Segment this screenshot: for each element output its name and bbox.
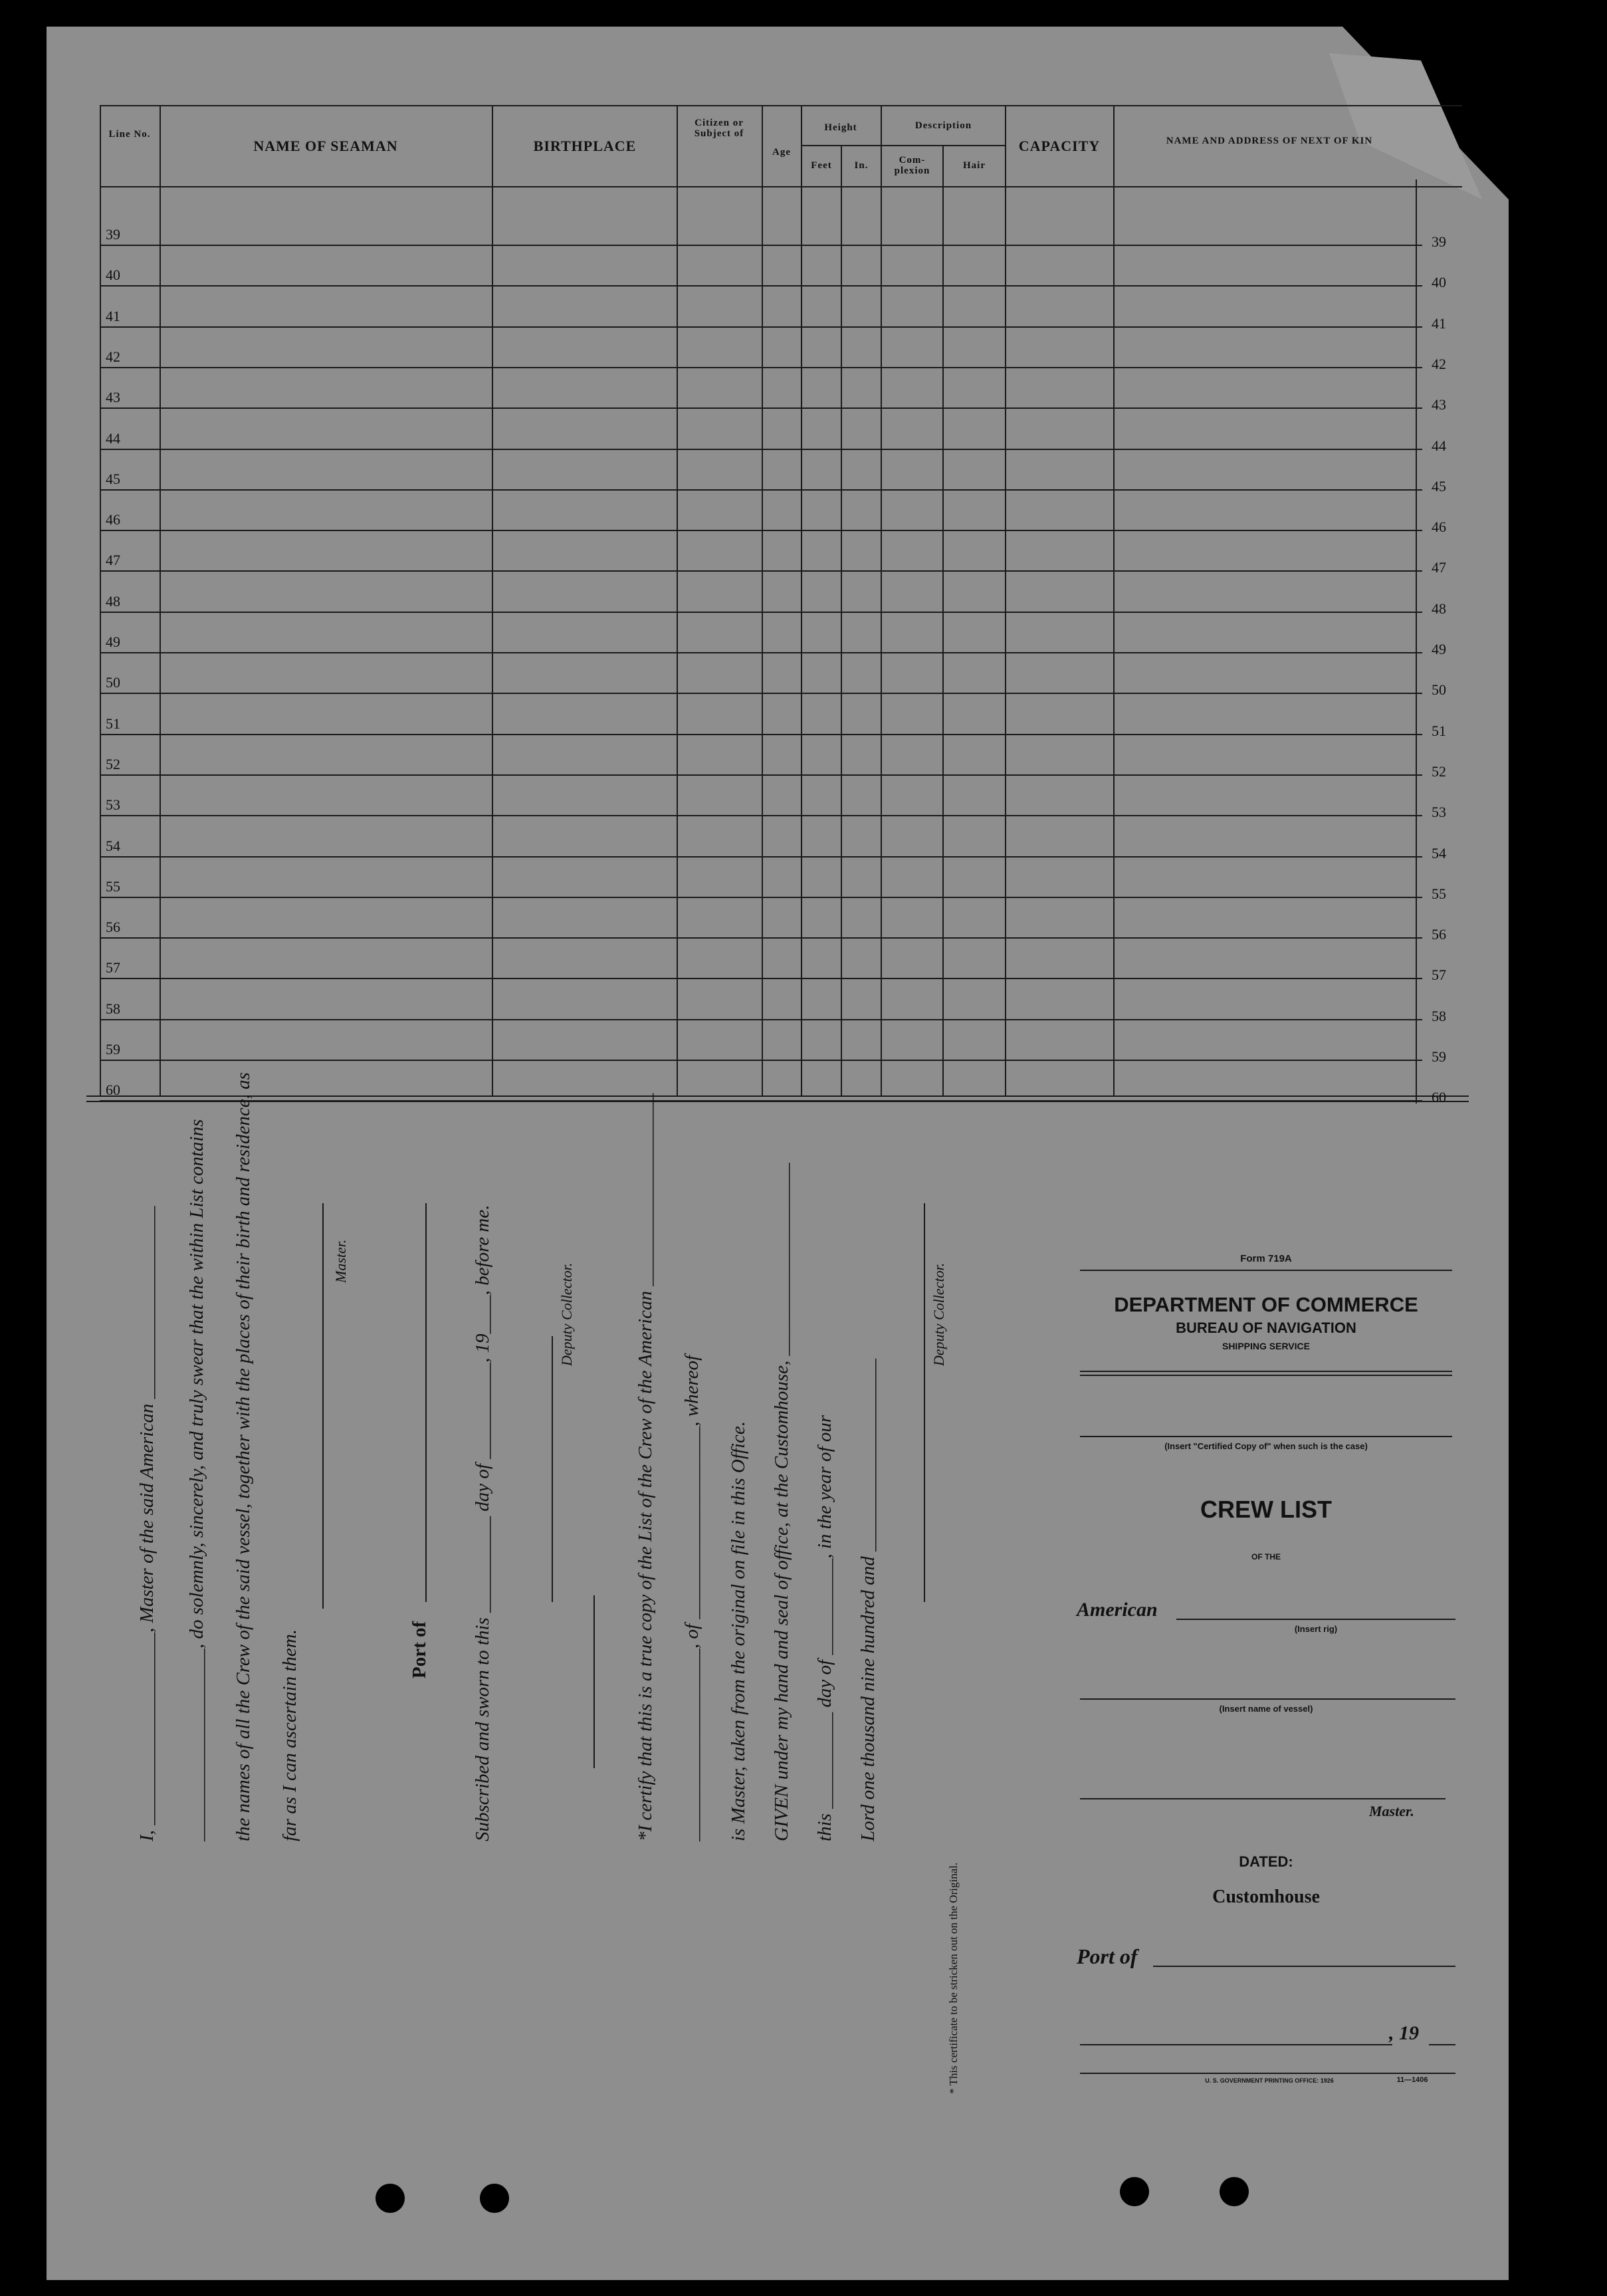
col-line xyxy=(492,105,493,1095)
seal-line xyxy=(593,1595,595,1768)
row-number-left: 59 xyxy=(106,1041,120,1058)
row-number-left: 57 xyxy=(106,959,120,976)
col-line xyxy=(1113,105,1115,1095)
table-row xyxy=(100,734,1422,735)
row-number-left: 48 xyxy=(106,593,120,610)
table-row xyxy=(100,1019,1422,1020)
table-row xyxy=(100,570,1422,572)
certify-line-1: *I certify that this is a true copy of the List of the Crew of the American ____________________ xyxy=(635,1093,656,1841)
table-row xyxy=(100,407,1422,409)
certify-line-4: GIVEN under my hand and seal of office, at the Customhouse, ____________________ xyxy=(771,1163,792,1841)
row-number-left: 43 xyxy=(106,389,120,405)
header-complexion: Com-plexion xyxy=(894,155,930,176)
row-number-left: 45 xyxy=(106,471,120,487)
certify-line-2: ____________________, of ____________________, whereof xyxy=(681,1355,702,1841)
certified-copy-line xyxy=(1080,1436,1452,1437)
header-hair: Hair xyxy=(963,160,986,171)
oath-line-3: the names of all the Crew of the said vessel, together with the places of their birth and residence, as xyxy=(233,1072,254,1841)
table-row xyxy=(100,978,1422,979)
row-number-right: 56 xyxy=(1432,926,1446,943)
row-number-left: 42 xyxy=(106,348,120,365)
row-number-right: 60 xyxy=(1432,1089,1446,1105)
row-number-right: 44 xyxy=(1432,437,1446,454)
table-bottom-border xyxy=(86,1095,1469,1097)
header-feet: Feet xyxy=(811,160,832,171)
cover-bottom-rule xyxy=(1080,2073,1455,2074)
row-number-right: 50 xyxy=(1432,681,1446,698)
rig-line xyxy=(1176,1619,1455,1620)
oath-line-2: ____________________, do solemnly, sincerely, and truly swear that the within List contains xyxy=(186,1119,207,1841)
printer-imprint: U. S. GOVERNMENT PRINTING OFFICE: 1926 xyxy=(1205,2077,1334,2084)
row-number-right: 42 xyxy=(1432,356,1446,372)
row-number-left: 46 xyxy=(106,511,120,528)
table-top-border xyxy=(100,105,1462,106)
oath-line-1: I, ____________________, Master of the said American ____________________ xyxy=(136,1206,158,1841)
table-row xyxy=(100,285,1422,287)
port-of-label: Port of xyxy=(409,1621,430,1678)
row-number-right: 39 xyxy=(1432,233,1446,250)
row-number-right: 55 xyxy=(1432,885,1446,902)
row-number-right: 59 xyxy=(1432,1048,1446,1065)
row-number-right: 49 xyxy=(1432,641,1446,657)
vessel-name-line xyxy=(1080,1698,1455,1700)
crew-list-title: CREW LIST xyxy=(1200,1496,1332,1523)
port-name-line xyxy=(1153,1966,1455,1967)
certify-line-5: this __________ day of __________, in the year of our xyxy=(814,1415,835,1841)
header-next-of-kin: NAME AND ADDRESS OF NEXT OF KIN xyxy=(1166,136,1373,146)
table-row xyxy=(100,530,1422,531)
port-line xyxy=(425,1203,427,1602)
insert-certified-note: (Insert "Certified Copy of" when such is the case) xyxy=(1164,1441,1368,1451)
table-row xyxy=(100,937,1422,939)
row-number-left: 44 xyxy=(106,430,120,447)
row-number-right: 57 xyxy=(1432,967,1446,983)
header-bottom-border xyxy=(100,186,1462,187)
row-number-right: 47 xyxy=(1432,559,1446,576)
row-number-right: 54 xyxy=(1432,845,1446,861)
department-name: DEPARTMENT OF COMMERCE xyxy=(1114,1293,1418,1316)
deputy-collector-2: Deputy Collector. xyxy=(930,1262,947,1366)
service-name: SHIPPING SERVICE xyxy=(1222,1341,1310,1351)
year-line xyxy=(1429,2044,1455,2045)
punch-hole xyxy=(1220,2177,1249,2206)
cover-top-rule xyxy=(1080,1270,1452,1271)
col-line xyxy=(841,145,842,1095)
insert-vessel-note: (Insert name of vessel) xyxy=(1219,1704,1313,1714)
header-birthplace: BIRTHPLACE xyxy=(533,138,637,154)
oath-line-4: far as I can ascertain them. xyxy=(279,1629,300,1841)
punch-hole xyxy=(1120,2177,1149,2206)
table-row xyxy=(100,612,1422,613)
header-name-of-seaman: NAME OF SEAMAN xyxy=(253,138,398,154)
date-line xyxy=(1080,2044,1392,2045)
row-number-left: 47 xyxy=(106,552,120,568)
bureau-name: BUREAU OF NAVIGATION xyxy=(1176,1320,1356,1336)
certificate-footnote: * This certificate to be stricken out on the Original. xyxy=(947,1862,960,2094)
master-signature-line xyxy=(322,1203,324,1609)
col-line xyxy=(762,105,763,1095)
punch-hole xyxy=(480,2184,509,2213)
header-capacity: CAPACITY xyxy=(1018,138,1101,154)
col-line xyxy=(1416,179,1417,1103)
row-number-left: 51 xyxy=(106,715,120,732)
row-number-left: 55 xyxy=(106,878,120,895)
row-number-right: 41 xyxy=(1432,315,1446,332)
table-row xyxy=(100,367,1422,368)
row-number-right: 45 xyxy=(1432,478,1446,495)
row-number-right: 51 xyxy=(1432,723,1446,739)
table-row xyxy=(100,815,1422,816)
table-row xyxy=(100,245,1422,246)
row-number-right: 40 xyxy=(1432,274,1446,290)
col-line xyxy=(881,105,882,1095)
row-number-left: 60 xyxy=(106,1082,120,1098)
form-number: Form 719A xyxy=(1240,1253,1292,1264)
master-name-line xyxy=(1080,1798,1446,1799)
header-citizen: Citizen or Subject of xyxy=(694,118,744,139)
table-row xyxy=(100,693,1422,694)
row-number-left: 54 xyxy=(106,838,120,854)
subheader-line xyxy=(801,145,1005,146)
cover-rule-3 xyxy=(1080,1375,1452,1376)
document-page xyxy=(47,27,1509,2280)
row-number-right: 52 xyxy=(1432,763,1446,780)
row-number-right: 58 xyxy=(1432,1008,1446,1024)
header-line-no: Line No. xyxy=(108,129,151,140)
american-label: American xyxy=(1077,1599,1158,1621)
table-row xyxy=(100,449,1422,450)
punch-hole xyxy=(375,2184,405,2213)
row-number-left: 56 xyxy=(106,919,120,935)
table-row xyxy=(100,489,1422,491)
certify-line-6: Lord one thousand nine hundred and ____________________ xyxy=(857,1358,879,1841)
customhouse-label: Customhouse xyxy=(1212,1887,1320,1907)
row-number-left: 39 xyxy=(106,226,120,243)
dated-label: DATED: xyxy=(1239,1853,1293,1870)
header-age: Age xyxy=(772,147,791,158)
of-the-label: OF THE xyxy=(1251,1552,1281,1561)
row-number-left: 49 xyxy=(106,633,120,650)
header-inches: In. xyxy=(854,160,869,171)
certify-line-3: is Master, taken from the original on file in this Office. xyxy=(728,1421,749,1841)
table-row xyxy=(100,1060,1422,1061)
table-row xyxy=(100,326,1422,328)
table-row xyxy=(100,897,1422,898)
deputy-signature-line-2 xyxy=(924,1203,925,1602)
col-line xyxy=(942,145,944,1095)
table-row xyxy=(100,652,1422,653)
row-number-left: 41 xyxy=(106,308,120,324)
form-code: 11—1406 xyxy=(1396,2076,1428,2084)
col-line xyxy=(677,105,678,1095)
row-number-right: 48 xyxy=(1432,600,1446,617)
col-line xyxy=(801,105,802,1095)
col-line xyxy=(160,105,161,1095)
table-row xyxy=(100,774,1422,776)
col-line xyxy=(1005,105,1006,1095)
header-description: Description xyxy=(914,120,972,131)
row-number-left: 58 xyxy=(106,1000,120,1017)
header-height: Height xyxy=(824,122,857,133)
row-number-right: 46 xyxy=(1432,518,1446,535)
cover-port-of-label: Port of xyxy=(1077,1944,1138,1968)
cover-master-label: Master. xyxy=(1369,1803,1414,1819)
master-label: Master. xyxy=(332,1239,349,1283)
subscribed-line: Subscribed and sworn to this __________ day of __________, 19____, before me. xyxy=(472,1205,493,1841)
insert-rig-note: (Insert rig) xyxy=(1294,1624,1338,1634)
cover-rule-2 xyxy=(1080,1371,1452,1372)
row-number-right: 43 xyxy=(1432,396,1446,413)
row-number-right: 53 xyxy=(1432,804,1446,820)
table-row xyxy=(100,1100,1422,1101)
deputy-signature-line-1 xyxy=(552,1336,553,1602)
year-label: , 19 xyxy=(1389,2022,1419,2044)
row-number-left: 53 xyxy=(106,796,120,813)
row-number-left: 50 xyxy=(106,674,120,691)
deputy-collector-1: Deputy Collector. xyxy=(558,1262,575,1366)
table-row xyxy=(100,856,1422,858)
row-number-left: 52 xyxy=(106,756,120,772)
row-number-left: 40 xyxy=(106,267,120,283)
